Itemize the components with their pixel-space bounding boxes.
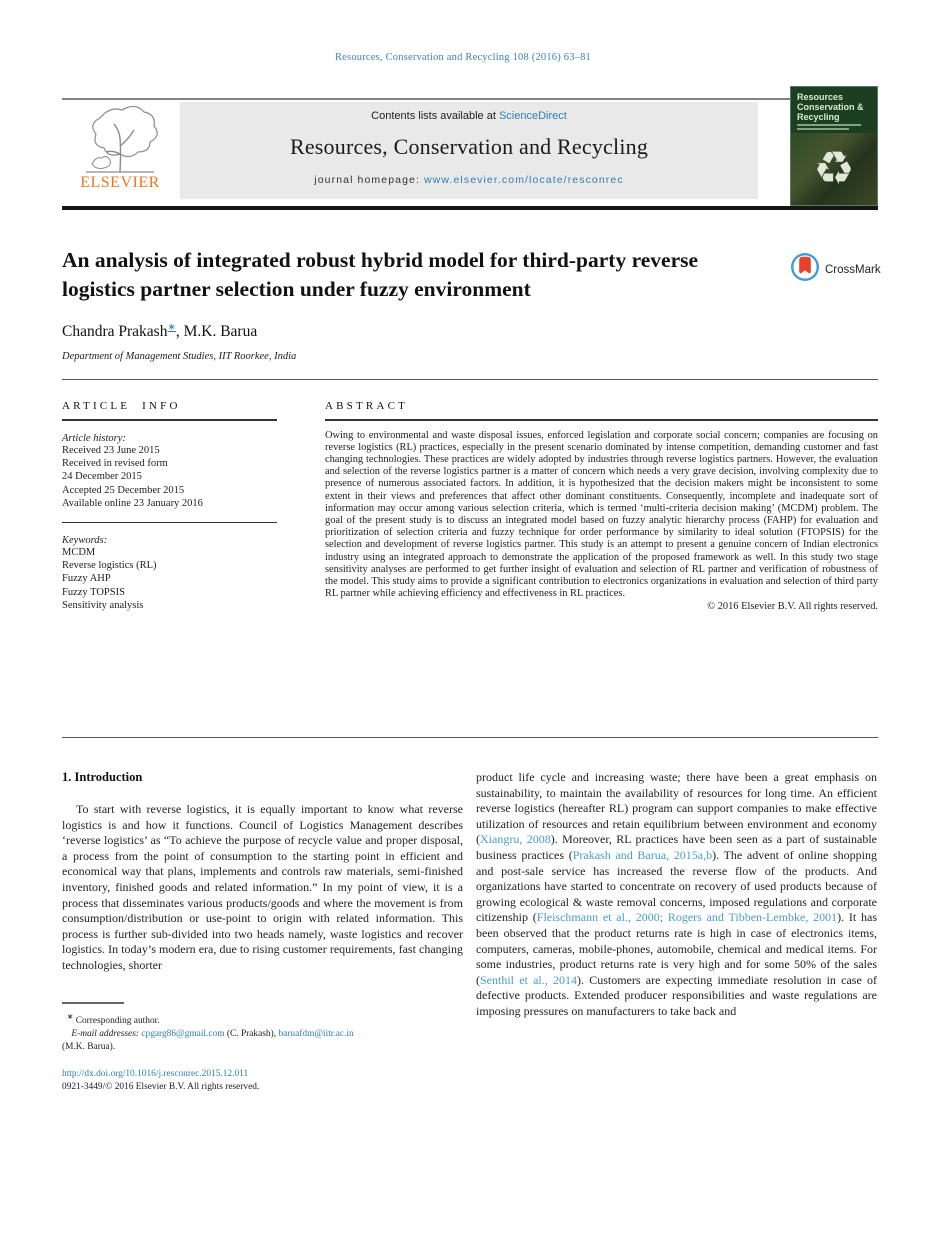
journal-masthead [62,92,878,208]
cover-subtitle-bar [797,128,849,130]
abstract-column [325,400,878,612]
article-title: An analysis of integrated robust hybrid model for third-party reverse logistics partner selection under fuzzy environment [62,248,699,301]
masthead-bottom-bar [62,206,878,210]
contents-lists-text: Contents lists available at [371,110,499,122]
journal-cover-thumbnail[interactable] [790,86,878,206]
citation-link-fleischmann-rogers[interactable]: Fleischmann et al., 2000; Rogers and Tibben-Lembke, 2001 [536,910,838,925]
keywords-label: Keywords: [62,535,108,547]
body-left-column [62,770,463,1094]
history-line: 24 December 2015 [62,471,142,483]
title-section-divider [62,379,878,380]
doi-block [62,1068,463,1094]
body-text-segment: ). It has been observed that the product returns rate is high in case of electronics items, computers, cameras, mobile-phones, automobile, chemical and medical items. For some industries, product returns rate is very high and for some 50% of the sales ( [476,910,878,987]
contents-lists-line [180,110,758,122]
article-info-column [62,400,312,612]
footnote-block [62,1002,463,1094]
issn-copyright-line: 0921-3449/© 2016 Elsevier B.V. All rights reserved. [62,1081,260,1092]
email-wrap-line: (M.K. Barua). [62,1041,116,1052]
author-name-2: , M.K. Barua [175,323,258,341]
crossmark-label: CrossMark [825,263,881,276]
journal-homepage-link[interactable]: www.elsevier.com/locate/resconrec [424,174,624,186]
elsevier-logo[interactable] [62,102,178,202]
running-head-citation: Resources, Conservation and Recycling 108 (2016) 63–81 [334,52,592,63]
body-text-segment: ). Moreover, RL practices have been seen as a part of sustainable business practices ( [476,832,878,862]
body-right-column [476,770,877,1094]
body-text-segment: product life cycle and increasing waste; there have been a great emphasis on sustainability, to maintain the availability of resources for long time. An efficient reverse logistics (hereafter RL) program can support companies to make effective utilization of resources and retain equilibrium between environment and economy ( [476,770,877,847]
journal-title: Resources, Conservation and Recycling [289,134,649,159]
citation-link-senthil[interactable]: Senthil et al., 2014 [480,972,577,987]
email1-suffix: (C. Prakash), [224,1028,279,1039]
history-line: Received 23 June 2015 [62,445,160,456]
abstract-heading: ABSTRACT [325,400,409,412]
crossmark-icon [790,252,820,287]
history-line: Received in revised form [62,458,168,470]
email-addresses-line [62,1028,463,1041]
abstract-rule [325,419,878,421]
author-name-1: Chandra Prakash [62,323,168,341]
masthead-top-rule [62,98,878,100]
article-history-label: Article history: [62,433,126,444]
keyword-item: MCDM [62,547,96,559]
body-two-columns [62,770,878,1094]
body-text-segment: ). Customers are expecting immediate resolution in case of defective products. Extended producer responsibilities and waste regulations are imposing pressures on manufacturers to take back and [476,972,877,1018]
history-line: Accepted 25 December 2015 [62,484,185,496]
citation-link-prakash-barua[interactable]: Prakash and Barua, 2015a,b [572,847,713,862]
corresponding-author-text: Corresponding author. [75,1015,160,1026]
cover-title [791,87,877,122]
footnote-asterisk: ∗ [66,1011,74,1021]
keyword-item: Fuzzy TOPSIS [62,586,125,598]
crossmark-badge[interactable] [790,252,900,287]
cover-subtitle-bar [797,124,861,126]
keywords-divider-rule [62,522,277,523]
copyright-line: © 2016 Elsevier B.V. All rights reserved. [707,601,878,613]
intro-paragraph-right [476,770,877,1020]
email-label: E-mail addresses: [71,1028,139,1039]
corresponding-author-note [62,1010,463,1028]
homepage-prefix-text: journal homepage: [314,174,424,186]
cover-title-line3: Recycling [797,112,840,122]
section-heading-introduction: 1. Introduction [62,770,143,784]
sciencedirect-link[interactable]: ScienceDirect [498,110,567,122]
history-line: Available online 23 January 2016 [62,497,203,509]
email-link-barua[interactable]: baruafdm@iitr.ac.in [278,1028,354,1039]
recycle-arrows-icon: ♻ [813,143,855,194]
citation-link-xiangru[interactable]: Xiangru, 2008 [480,832,551,847]
journal-homepage-line [180,174,758,186]
keyword-item: Sensitivity analysis [62,599,144,611]
article-info-heading: ARTICLE INFO [62,400,181,412]
keyword-item: Reverse logistics (RL) [62,560,157,572]
intro-paragraph-left: To start with reverse logistics, it is equally important to know what reverse logistics is and how it functions. Council of Logistics Management describes ‘reverse logistics’ as “To achieve the purpose of recycle value and proper disposal, a process from the point of consumption to the starting point in efficient and economical way that plans, implements and controls raw materials, semi-finished inventory, finished goods and related information.” In my point of view, it is a process that disseminates various products/goods and where the movement is from consumption/distribution or use-point to origin with related information. This process is further sub-divided into two heads namely, waste logistics and recover logistics. In today’s modern era, due to rising customer requirements, fast changing technologies, shorter [62,802,463,972]
author-line [62,322,257,341]
abstract-text: Owing to environmental and waste disposal issues, enforced legislation and corporate social concern; companies are focusing on reverse logistics (RL) practices, especially in the present scenario dominated by intense competition, demanding customer and fast changing technologies. These practices are widely adopted by industries through reverse logistics partners. However, the evaluation and selection of the reverse logistics partner is a matter of concern which needs a very grave decision, involving complexity due to presence of numerous associated factors. In addition, it is hypothesized that the decision makers might be inconsistent to some extent in their views and preferences that affect other dominant constituents. Consequently, incomplete and inadequate sort of information may occur among various selection criteria, which is termed ‘multi-criteria decision making’ (MCDM) problem. The goal of the present study is to discuss an integrated model based on fuzzy analytic hierarchy process (FAHP) for evaluation and prioritization of selection criteria and fuzzy technique for order performance by similarity to ideal solution (FTOPSIS) for the selection and development of reverse logistics partner. This study is an attempt to present a genuine concern of Indian electronics industry using an integrated approach to demonstrate the application of the proposed framework as well. In this study two stage sensitivity analyses are performed to get further insight of evaluation and selection of RL partner and verification of robustness of the model. This study aims to provide a significant contribution to electronics organizations in evaluation and selection of third party RL partner while achieving efficiency and effectiveness in RL practices. [325,429,878,600]
corresponding-author-asterisk[interactable]: ∗ [167,322,176,333]
email-link-prakash[interactable]: cpgarg86@gmail.com [141,1028,225,1039]
article-info-rule [62,419,277,421]
keyword-item: Fuzzy AHP [62,573,111,585]
affiliation: Department of Management Studies, IIT Roorkee, India [62,351,297,362]
cover-title-line2: Conservation & [797,102,864,112]
cover-title-line1: Resources [797,92,844,102]
footnote-rule [62,1002,124,1004]
abstract-body-divider [62,737,878,738]
body-text-segment: ). The advent of online shopping and post-sale service has increased the reverse flow of the products. And organizations have started to concentrate on recovery of used products because of growing ecological & waste removal concerns, imposed regulations and corporate citizenship ( [476,847,877,925]
elsevier-tree-icon [62,102,178,176]
doi-link[interactable]: http://dx.doi.org/10.1016/j.resconrec.2015.12.011 [62,1068,249,1079]
masthead-center-panel [180,102,758,199]
elsevier-wordmark: ELSEVIER [80,174,160,191]
